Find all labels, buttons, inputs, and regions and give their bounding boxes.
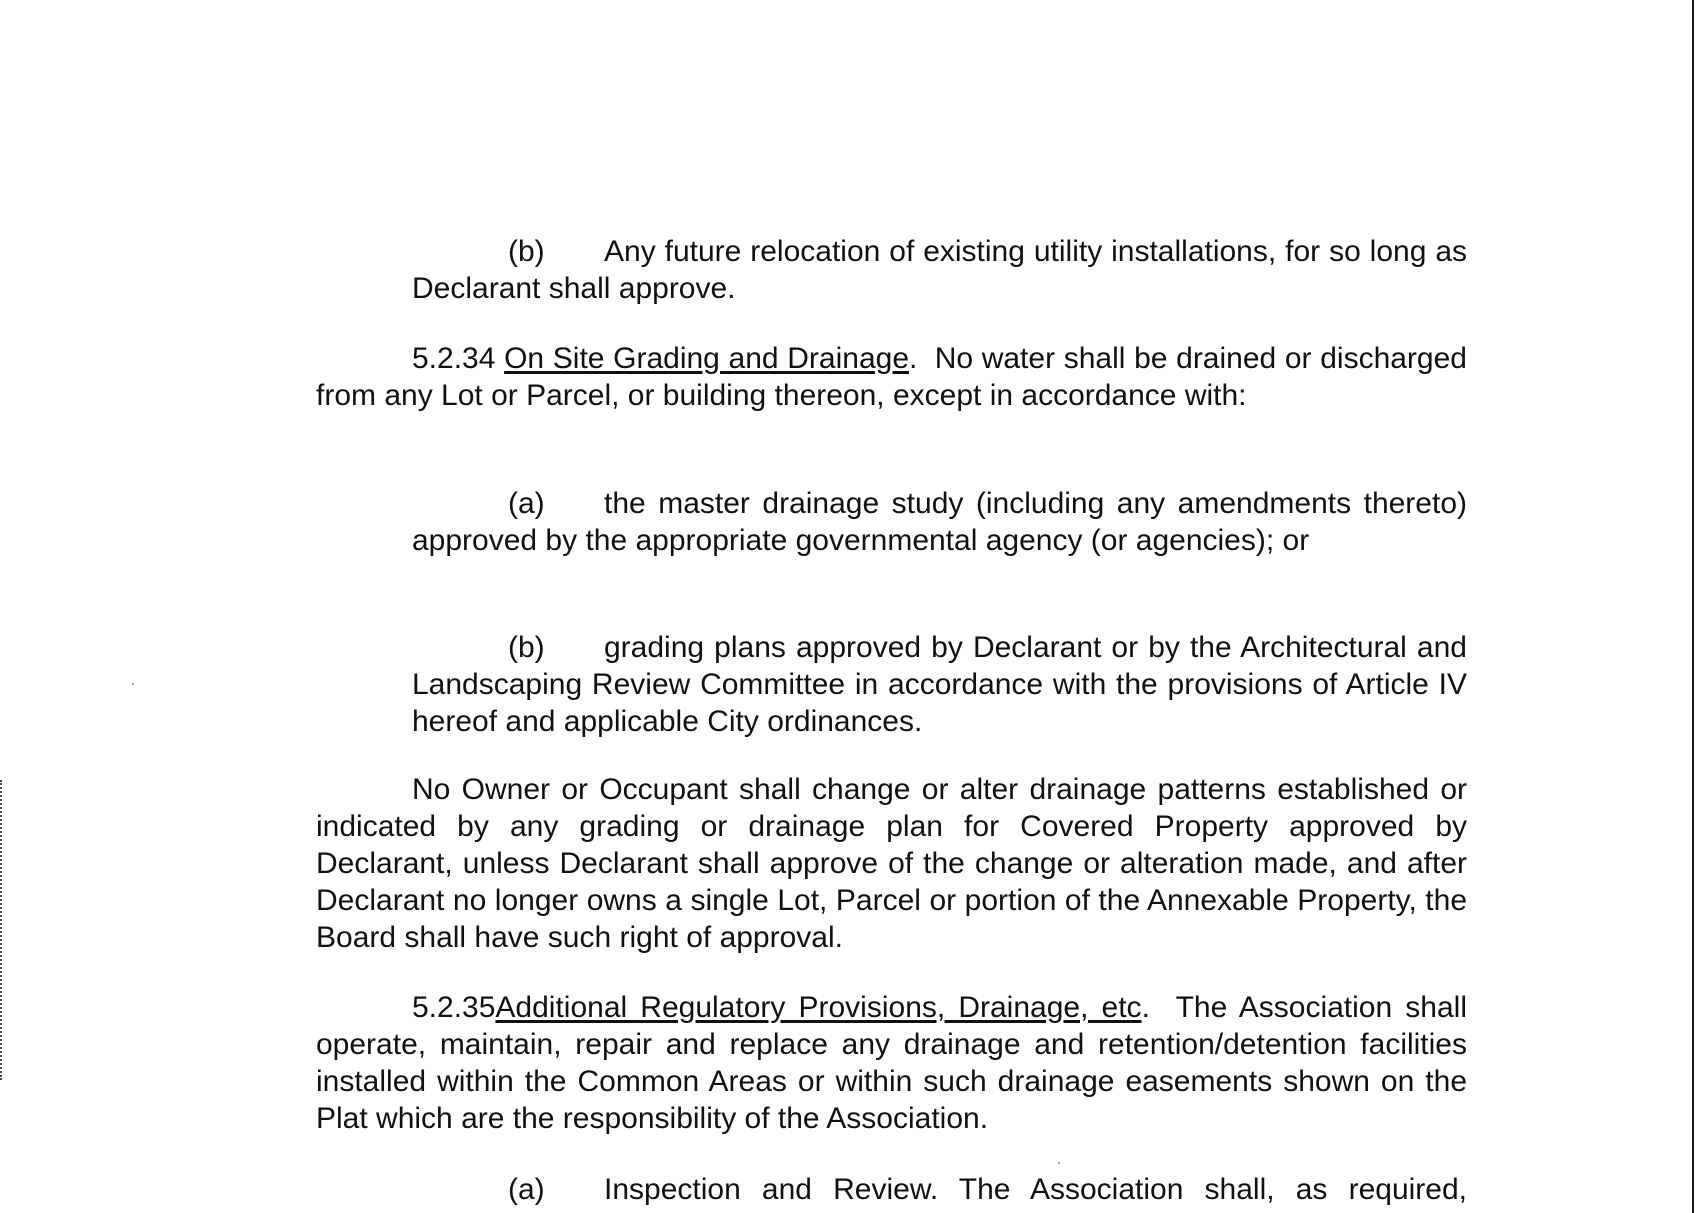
heading-period: . [1141,991,1150,1024]
section-number: 5.2.34 [412,342,496,375]
paragraph-owner-occupant [316,771,1467,956]
item-label: (a) [508,487,545,520]
section-5-2-34 [316,340,1467,414]
section-5-2-35 [316,989,1467,1137]
section-heading: On Site Grading and Drainage [504,342,909,375]
paragraph-b-relocation [412,233,1467,307]
paragraph-text: the master drainage study (including any amendments thereto) approved by the appropriate governmental agency (or agencies); or [412,487,1467,557]
item-label: (b) [508,235,545,268]
paragraph-text: No Owner or Occupant shall change or alter drainage patterns established or indicated by any grading or drainage plan for Covered Property approved by Declarant, unless Declarant shall approve of the change or alteration made, and after Declarant no longer owns a single Lot, Parcel or portion of the Annexable Property, the Board shall have such right of approval. [316,773,1467,954]
paragraph-text: Inspection and Review. The Association shall, as required, [604,1173,1467,1206]
heading-period: . [909,342,918,375]
paragraph-a-inspection [412,1171,1467,1208]
scan-speck [1058,1162,1060,1164]
item-label: (a) [508,1173,545,1206]
page-edge-line [1692,0,1694,1213]
binding-margin-marks [0,780,6,1080]
section-text: The Association shall operate, maintain, repair and replace any drainage and retention/detention facilities installed within the Common Areas or within such drainage easements shown on the Plat which are the responsibility of the Association. [316,991,1467,1135]
section-text: No water shall be drained or discharged from any Lot or Parcel, or building thereon, except in accordance with: [316,342,1467,412]
item-label: (b) [508,631,545,664]
paragraph-b-grading-plans [412,629,1467,740]
paragraph-a-master-drainage [412,485,1467,559]
section-number: 5.2.35 [412,991,496,1024]
scan-speck [132,683,134,685]
paragraph-text: Any future relocation of existing utility installations, for so long as Declarant shall approve. [412,235,1467,305]
paragraph-text: grading plans approved by Declarant or by the Architectural and Landscaping Review Committee in accordance with the provisions of Article IV hereof and applicable City ordinances. [412,631,1467,738]
section-heading: Additional Regulatory Provisions, Drainage, etc [495,991,1142,1024]
